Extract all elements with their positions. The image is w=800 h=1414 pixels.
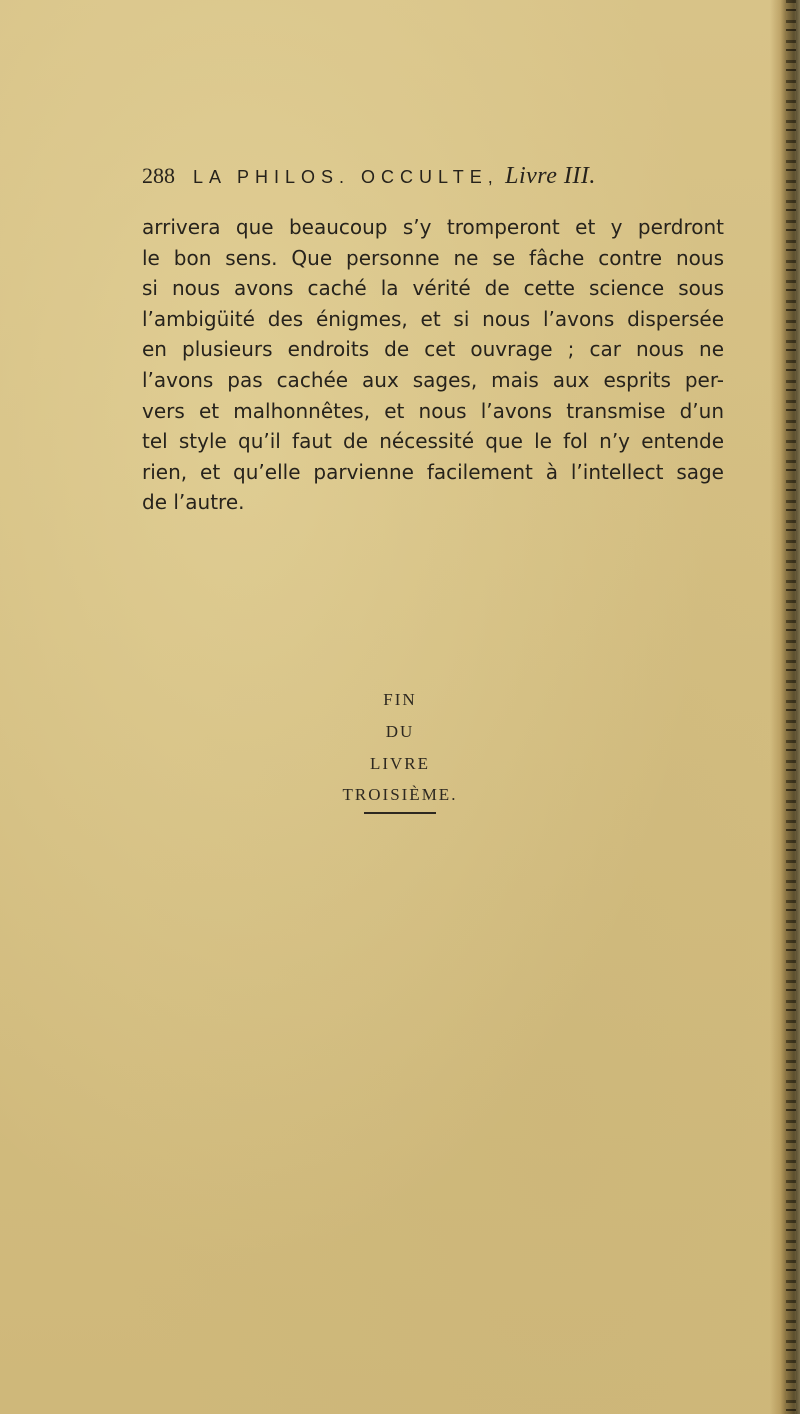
text-line: rien, et qu’elle parvienne facilement à l’intellect sage xyxy=(142,459,724,484)
colophon-livre: LIVRE xyxy=(369,754,431,773)
text-line: si nous avons caché la vérité de cette science sous xyxy=(142,276,724,301)
colophon-troisieme: TROISIÈME. xyxy=(342,785,458,804)
page-number: 288 xyxy=(142,163,175,188)
text-line: l’avons pas cachée aux sages, mais aux esprits per- xyxy=(142,367,724,392)
text-line: en plusieurs endroits de cet ouvrage ; car nous ne xyxy=(142,337,724,362)
text-line: le bon sens. Que personne ne se fâche contre nous xyxy=(142,245,724,270)
end-rule xyxy=(364,812,436,814)
running-header xyxy=(142,160,722,192)
body-paragraph xyxy=(142,212,724,518)
text-line: de l’autre. xyxy=(142,490,245,515)
page-edge-texture xyxy=(786,0,796,1414)
text-line: l’ambigüité des énigmes, et si nous l’avons dispersée xyxy=(142,306,724,331)
text-line: vers et malhonnêtes, et nous l’avons transmise d’un xyxy=(142,398,724,423)
text-line: arrivera que beaucoup s’y tromperont et y perdront xyxy=(142,215,724,239)
colophon-fin: FIN xyxy=(383,690,417,709)
running-title: LA PHILOS. OCCULTE, xyxy=(193,167,499,187)
text-line: tel style qu’il faut de nécessité que le fol n’y entende xyxy=(142,429,724,454)
book-part: Livre III. xyxy=(505,163,596,189)
colophon-du: DU xyxy=(385,722,415,741)
